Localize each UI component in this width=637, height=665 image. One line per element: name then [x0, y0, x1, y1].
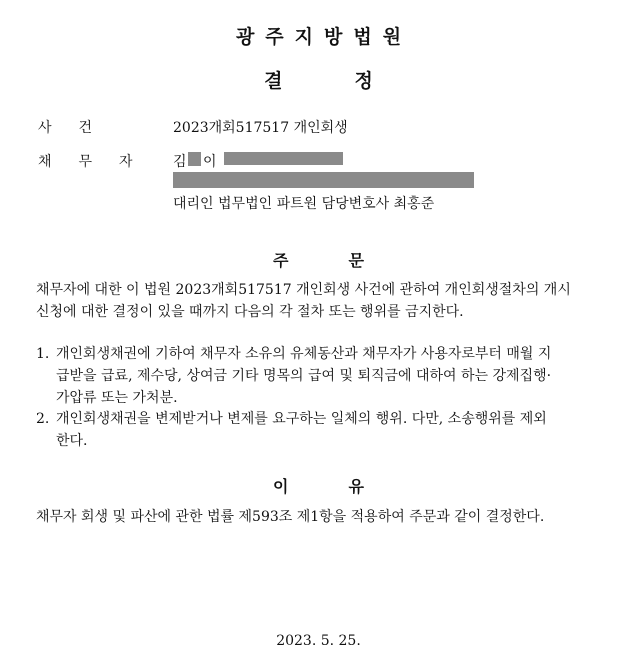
order-title: 주문: [273, 251, 424, 270]
order-item-2-line1: 개인회생채권을 변제받거나 변제를 요구하는 일체의 행위. 다만, 소송행위를 제외: [56, 411, 547, 427]
agent-line: 대리인 법무법인 파트원 담당변호사 최홍준: [173, 196, 435, 212]
decision-date: 2023. 5. 25.: [276, 633, 361, 649]
order-item-2-number: 2.: [36, 411, 50, 427]
order-item-2: [36, 408, 547, 430]
order-item-2-line2: 한다.: [56, 433, 88, 449]
redacted-id-block: [224, 152, 343, 165]
reason-text: 채무자 회생 및 파산에 관한 법률 제593조 제1항을 적용하여 주문과 같이 결정한다.: [36, 509, 545, 525]
order-item-1-number: 1.: [36, 346, 50, 362]
redacted-name-block: [188, 152, 201, 166]
redacted-address-block: [173, 172, 474, 188]
order-intro-line1: 채무자에 대한 이 법원 2023개회517517 개인회생 사건에 관하여 개인회생절차의 개시: [36, 282, 571, 298]
order-item-1-line2: 급받을 급료, 제수당, 상여금 기타 명목의 급여 및 퇴직금에 대하여 하는 강제집행·: [56, 368, 552, 384]
document-type-title: 결정: [264, 70, 445, 92]
order-item-1: [36, 343, 551, 365]
debtor-name-last: 이: [203, 154, 217, 170]
reason-title: 이유: [273, 477, 424, 496]
debtor-name-first: 김: [173, 154, 187, 170]
court-name: 광주지방법원: [235, 26, 413, 48]
order-item-1-line1: 개인회생채권에 기하여 채무자 소유의 유체동산과 채무자가 사용자로부터 매월 지: [56, 346, 552, 362]
order-intro-line2: 신청에 대한 결정이 있을 때까지 다음의 각 절차 또는 행위를 금지한다.: [36, 304, 464, 320]
order-item-1-line3: 가압류 또는 가처분.: [56, 390, 178, 406]
debtor-label: 채무자: [38, 154, 160, 170]
case-number: 2023개회517517 개인회생: [173, 120, 348, 136]
case-label: 사건: [38, 120, 120, 136]
